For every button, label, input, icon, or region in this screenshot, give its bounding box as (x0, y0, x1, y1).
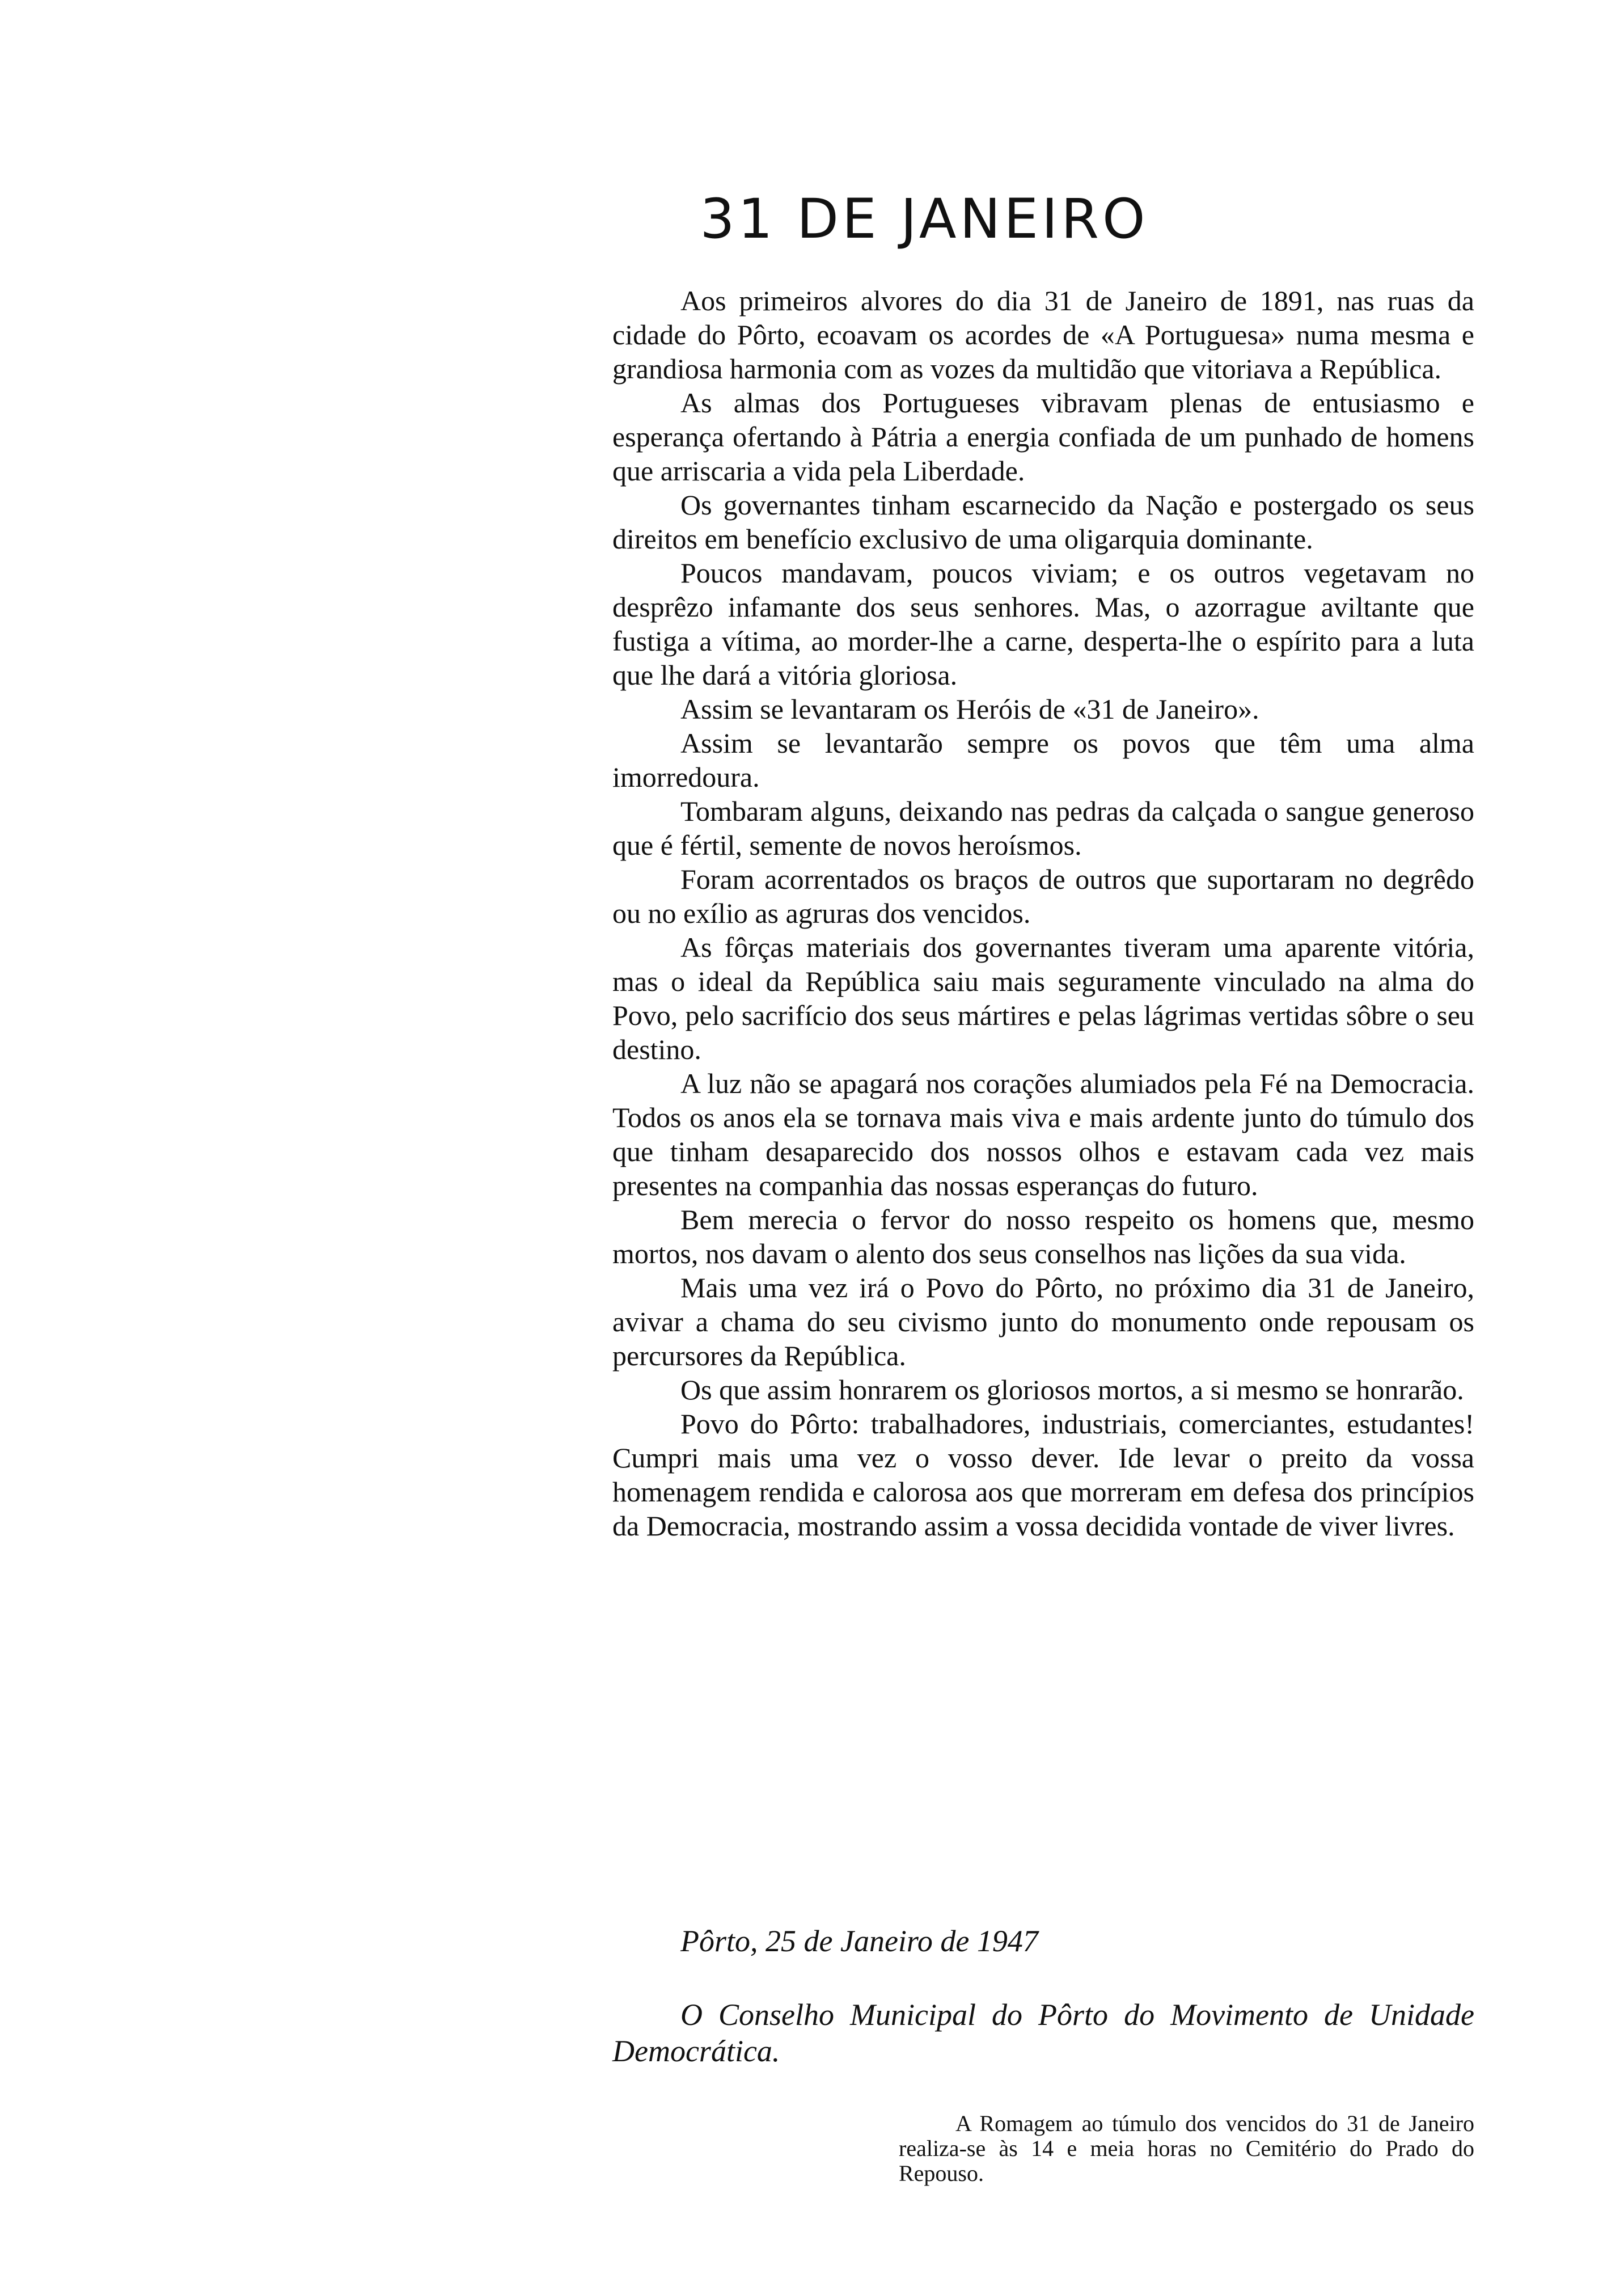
body-paragraph: Os que assim honrarem os gloriosos mortos, a si mesmo se honrarão. (680, 1374, 1464, 1406)
document-title: 31 DE JANEIRO (700, 187, 1149, 251)
body-paragraph: Povo do Pôrto: trabalhadores, industriais, comerciantes, estudantes! Cumpri mais uma vez o vosso dever. Ide levar o preito da vossa homenagem rendida e calorosa aos que morreram em defesa dos princípios da Democracia, mostrando assim a vossa decidida vontade de viver livres. (612, 1408, 1474, 1542)
body-paragraph: Bem merecia o fervor do nosso respeito os homens que, mesmo mortos, nos davam o alento dos seus conselhos nas lições da sua vida. (612, 1204, 1474, 1269)
body-paragraph: Foram acorrentados os braços de outros que suportaram no degrêdo ou no exílio as agruras dos vencidos. (612, 863, 1474, 929)
body-paragraph: As almas dos Portugueses vibravam plenas de entusiasmo e esperança ofertando à Pátria a energia confiada de um punhado de homens que arriscaria a vida pela Liberdade. (612, 387, 1474, 487)
document-body (612, 284, 1474, 1543)
signatory-organization: O Conselho Municipal do Pôrto do Movimento de Unidade Democrática. (612, 1998, 1474, 2068)
body-paragraph: Assim se levantaram os Heróis de «31 de Janeiro». (680, 693, 1259, 725)
footnote: A Romagem ao túmulo dos vencidos do 31 de Janeiro realiza-se às 14 e meia horas no Cemitério do Prado do Repouso. (899, 2111, 1474, 2186)
body-paragraph: Tombaram alguns, deixando nas pedras da calçada o sangue generoso que é fértil, semente de novos heroísmos. (612, 795, 1474, 861)
body-paragraph: As fôrças materiais dos governantes tiveram uma aparente vitória, mas o ideal da República saiu mais seguramente vinculado na alma do Povo, pelo sacrifício dos seus mártires e pelas lágrimas vertidas sôbre o seu destino. (612, 931, 1474, 1065)
body-paragraph: Mais uma vez irá o Povo do Pôrto, no próximo dia 31 de Janeiro, avivar a chama do seu civismo junto do monumento onde repousam os percursores da República. (612, 1272, 1474, 1372)
place-date: Pôrto, 25 de Janeiro de 1947 (680, 1924, 1038, 1958)
body-paragraph: Aos primeiros alvores do dia 31 de Janeiro de 1891, nas ruas da cidade do Pôrto, ecoavam os acordes de «A Portuguesa» numa mesma e grandiosa harmonia com as vozes da multidão que vitoriava a República. (612, 285, 1474, 385)
body-paragraph: Os governantes tinham escarnecido da Nação e postergado os seus direitos em benefício exclusivo de uma oligarquia dominante. (612, 489, 1474, 555)
body-paragraph: A luz não se apagará nos corações alumiados pela Fé na Democracia. Todos os anos ela se tornava mais viva e mais ardente junto do túmulo dos que tinham desaparecido dos nossos olhos e estavam cada vez mais presentes na companhia das nossas esperanças do futuro. (612, 1067, 1474, 1201)
body-paragraph: Assim se levantarão sempre os povos que têm uma alma imorredoura. (612, 727, 1474, 793)
body-paragraph: Poucos mandavam, poucos viviam; e os outros vegetavam no desprêzo infamante dos seus senhores. Mas, o azorrague aviltante que fustiga a vítima, ao morder-lhe a carne, desperta-lhe o espírito para a luta que lhe dará a vitória gloriosa. (612, 557, 1474, 691)
